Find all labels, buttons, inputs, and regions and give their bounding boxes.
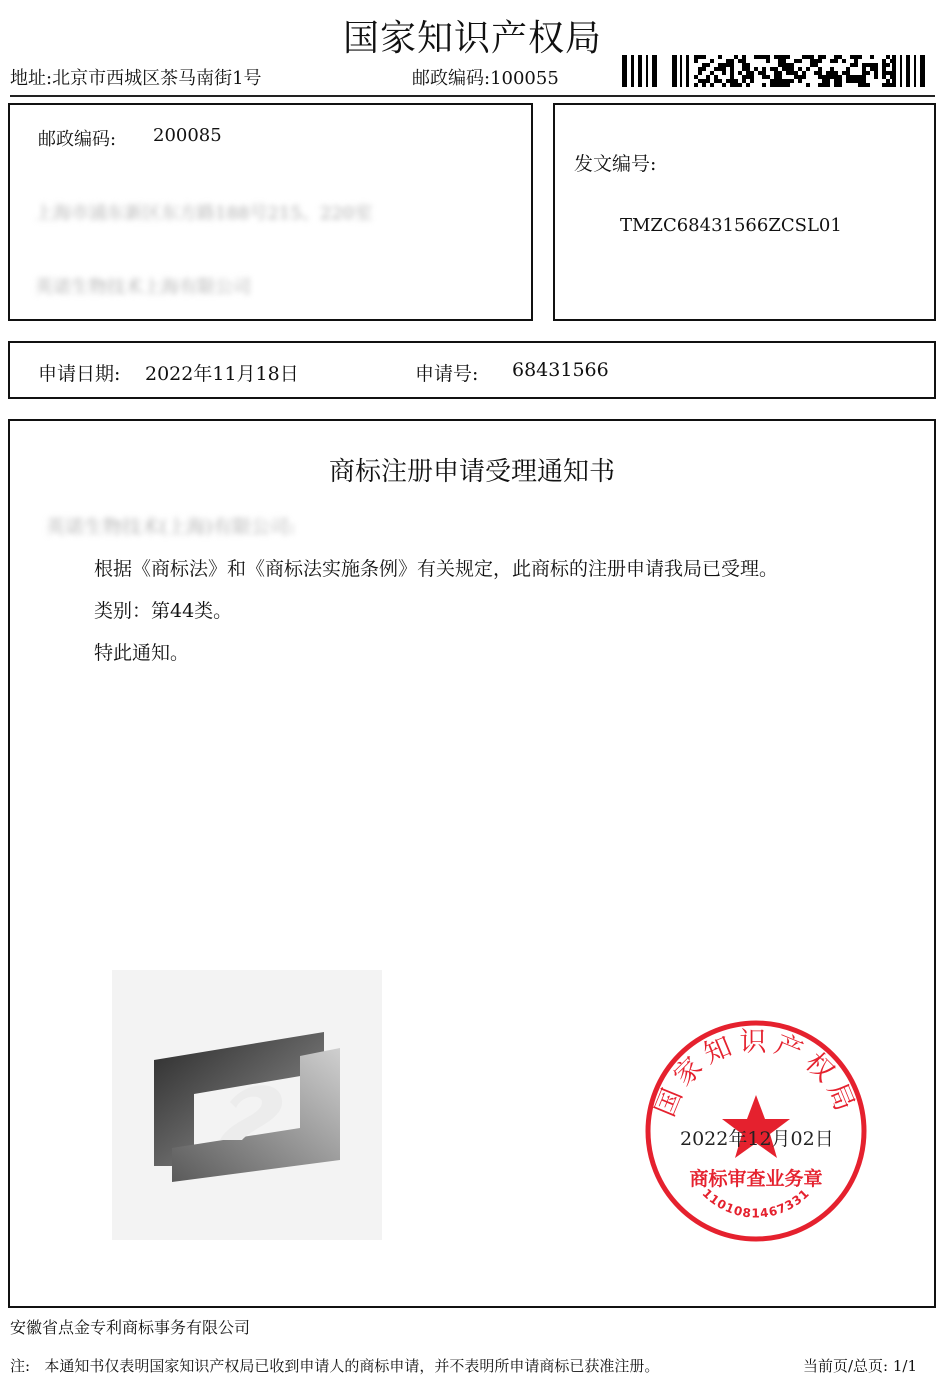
seal-number: 1101081467331 [699,1185,813,1221]
barcode [622,52,932,90]
trademark-logo-image [112,970,382,1240]
application-date-label: 申请日期: [38,363,121,385]
application-info-box [8,341,936,399]
recipient-postal-value: 200085 [153,125,222,146]
office-address: 地址:北京市西城区茶马南街1号 [10,68,262,89]
recipient-postal-label: 邮政编码: [38,129,117,150]
seal-bottom-text: 商标审查业务章 [689,1168,823,1190]
notice-salutation: 英诺生物技术(上海)有限公司: [46,516,296,538]
notice-category: 类别：第44类。 [94,600,233,622]
doc-number-box [553,103,936,321]
office-postal-code: 邮政编码:100055 [412,68,559,89]
seal-top-text: 国家知识产权局 [649,1027,863,1121]
page-indicator: 当前页/总页: 1/1 [803,1357,918,1375]
recipient-box [8,103,533,321]
notice-body: 根据《商标法》和《商标法实施条例》有关规定，此商标的注册申请我局已受理。 [94,558,779,580]
recipient-address-line2: 英诺生物技术上海有限公司 [35,277,251,298]
notice-closing: 特此通知。 [94,642,190,664]
notice-title: 商标注册申请受理通知书 [328,457,615,487]
issue-date: 2022年12月02日 [680,1128,834,1150]
agency-name: 安徽省点金专利商标事务有限公司 [10,1318,251,1337]
doc-number-value: TMZC68431566ZCSL01 [620,215,842,236]
svg-text:1101081467331 [700,1186,813,1221]
application-number-value: 68431566 [512,359,609,381]
page-title: 国家知识产权局 [342,18,602,59]
application-date-value: 2022年11月18日 [145,363,299,385]
footer-note: 注: 本通知书仅表明国家知识产权局已收到申请人的商标申请，并不表明所申请商标已获准注册。 [10,1357,660,1375]
recipient-address-line1: 上海市浦东新区东方路188号215、220室 [35,203,373,224]
doc-number-label: 发文编号: [574,153,657,175]
header-rule [10,95,935,97]
application-number-label: 申请号: [415,363,479,385]
